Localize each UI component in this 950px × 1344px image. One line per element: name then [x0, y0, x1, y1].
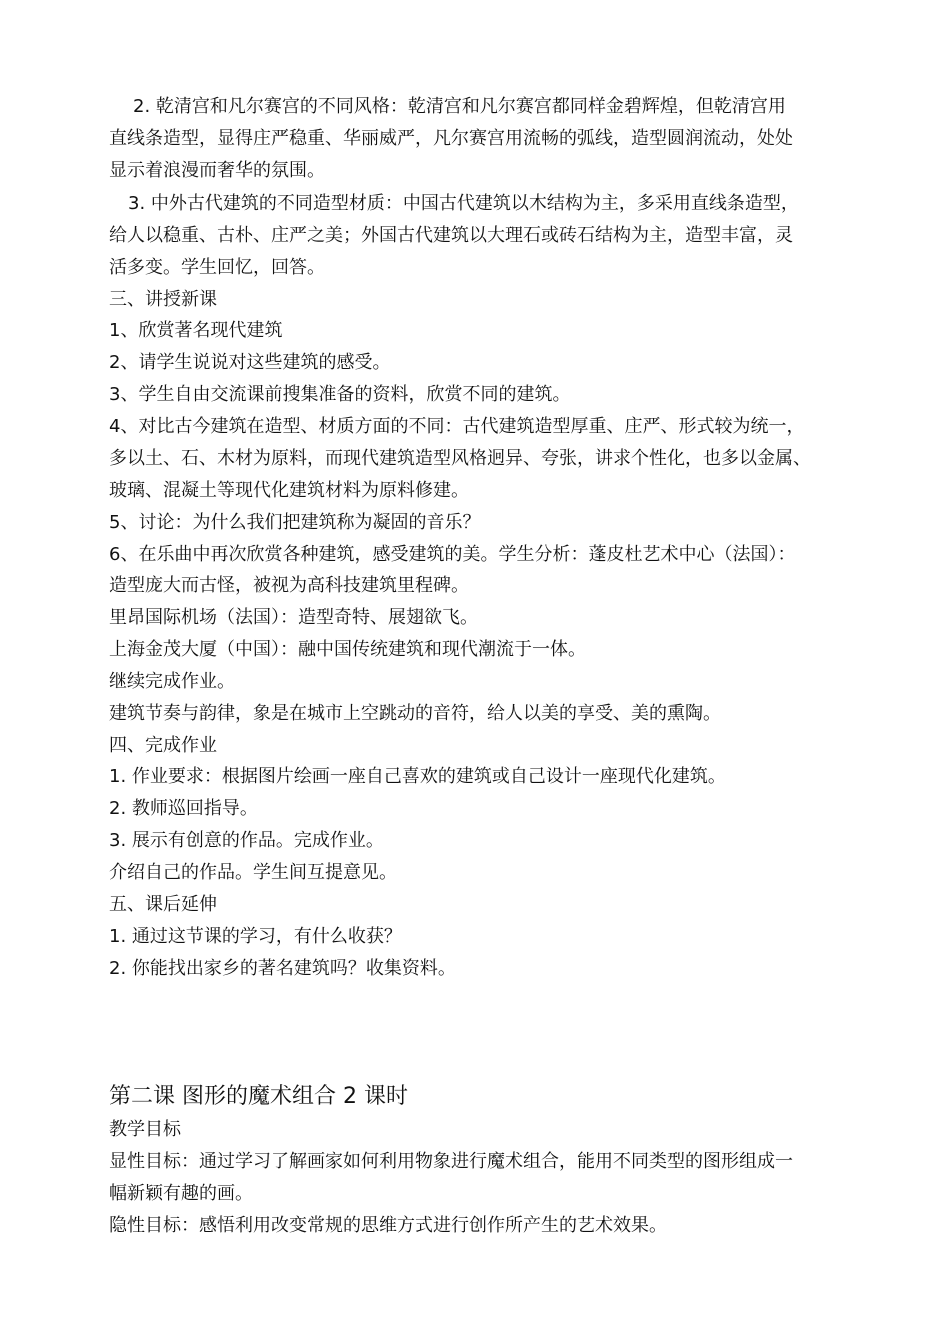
section-heading: 三、讲授新课: [109, 289, 217, 310]
goals-heading: 教学目标: [109, 1119, 181, 1140]
list-item: 4、对比古今建筑在造型、材质方面的不同：古代建筑造型厚重、庄严、形式较为统一，: [109, 416, 805, 437]
paragraph-line: 玻璃、混凝土等现代化建筑材料为原料修建。: [109, 480, 469, 501]
list-item: 5、讨论：为什么我们把建筑称为凝固的音乐？: [109, 512, 481, 533]
paragraph-line: 2. 乾清宫和凡尔赛宫的不同风格：乾清宫和凡尔赛宫都同样金碧辉煌，但乾清宫用: [133, 96, 786, 117]
paragraph-line: 给人以稳重、古朴、庄严之美；外国古代建筑以大理石或砖石结构为主，造型丰富，灵: [109, 225, 793, 246]
paragraph-line: 建筑节奏与韵律，象是在城市上空跳动的音符，给人以美的享受、美的熏陶。: [109, 703, 721, 724]
list-item: 2. 教师巡回指导。: [109, 798, 258, 819]
paragraph-line: 直线条造型，显得庄严稳重、华丽威严，凡尔赛宫用流畅的弧线，造型圆润流动，处处: [109, 128, 793, 149]
list-item: 1. 通过这节课的学习，有什么收获？: [109, 926, 402, 947]
paragraph-line: 活多变。学生回忆，回答。: [109, 257, 325, 278]
list-item: 2、请学生说说对这些建筑的感受。: [109, 352, 391, 373]
paragraph-line: 造型庞大而古怪，被视为高科技建筑里程碑。: [109, 575, 469, 596]
explicit-goal: 显性目标：通过学习了解画家如何利用物象进行魔术组合，能用不同类型的图形组成一: [109, 1151, 793, 1172]
paragraph-line: 3. 中外古代建筑的不同造型材质：中国古代建筑以木结构为主，多采用直线条造型，: [128, 193, 799, 214]
paragraph-line: 介绍自己的作品。学生间互提意见。: [109, 862, 397, 883]
paragraph-line: 继续完成作业。: [109, 671, 235, 692]
list-item: 3. 展示有创意的作品。完成作业。: [109, 830, 384, 851]
paragraph-line: 里昂国际机场（法国）：造型奇特、展翅欲飞。: [109, 607, 478, 628]
list-item: 1、欣赏著名现代建筑: [109, 320, 283, 341]
implicit-goal: 隐性目标：感悟利用改变常规的思维方式进行创作所产生的艺术效果。: [109, 1215, 667, 1236]
paragraph-line: 多以土、石、木材为原料，而现代建筑造型风格迥异、夸张，讲求个性化，也多以金属、: [109, 448, 811, 469]
list-item: 2. 你能找出家乡的著名建筑吗？收集资料。: [109, 958, 456, 979]
paragraph-line: 显示着浪漫而奢华的氛围。: [109, 160, 325, 181]
explicit-goal-continued: 幅新颖有趣的画。: [109, 1183, 253, 1204]
section-heading: 四、完成作业: [109, 735, 217, 756]
section-heading: 五、课后延伸: [109, 894, 217, 915]
paragraph-line: 上海金茂大厦（中国）：融中国传统建筑和现代潮流于一体。: [109, 639, 586, 660]
list-item: 6、在乐曲中再次欣赏各种建筑，感受建筑的美。学生分析：蓬皮杜艺术中心（法国）：: [109, 544, 796, 565]
lesson-title: 第二课 图形的魔术组合 2 课时: [109, 1084, 408, 1109]
list-item: 3、学生自由交流课前搜集准备的资料，欣赏不同的建筑。: [109, 384, 571, 405]
list-item: 1. 作业要求：根据图片绘画一座自己喜欢的建筑或自己设计一座现代化建筑。: [109, 766, 726, 787]
